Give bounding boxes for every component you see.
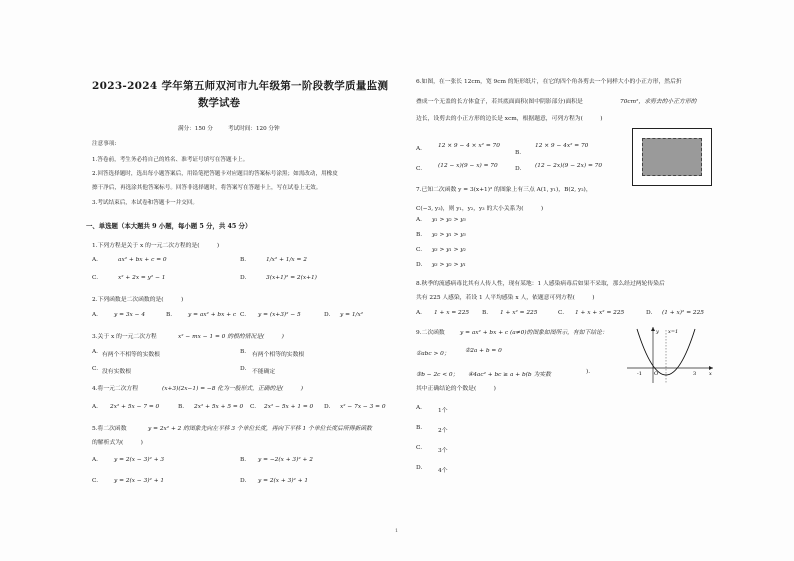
q1-option-c-label: C. [92,275,99,281]
q4-option-a: 2x² + 5x − 7 = 0 [110,404,160,410]
q5-option-c: y = 2(x − 3)² + 1 [114,478,165,484]
time-info: 考试时间：120 分钟 [228,126,280,132]
q7-option-d-label: D. [416,262,423,268]
x-axis-label: x [709,371,712,377]
q7-option-c: y₃ > y₁ > y₂ [432,247,466,253]
q7-option-a: y₁ > y₂ > y₃ [432,217,466,223]
question-3-stem-b: x² − mx − 1 = 0 的根的情况是( ) [178,334,284,340]
y-axis-arrow [651,327,655,331]
q2-option-d: y = 1/x² [340,312,364,318]
question-5-stem-b: y = 2x² + 2 的图象先向左平移 3 个单位长度，再向下平移 1 个单位长度后所得新函数 [148,426,372,432]
q8-option-c: 1 + x + x² = 225 [575,310,625,316]
q9-conclusion-4-close: ). [586,369,591,375]
question-6-stem-1: 6.如图，在一张长 12cm，宽 9cm 的矩形纸片，在它的四个角各剪去一个同样大小的小正方形，然后折 [416,79,682,85]
q2-option-a-label: A. [92,312,99,318]
q1-option-b: 1/x² + 1/x = 2 [266,257,307,263]
question-5-stem-c: 的解析式为( ) [92,440,143,446]
q3-option-b: 有两个相等的实数根 [252,352,305,358]
section-heading: 一、单选题（本大题共 9 小题，每小题 5 分，共 45 分） [86,222,252,230]
question-5-stem-a: 5.将二次函数 [92,426,127,432]
q9-option-c-label: C. [416,445,423,451]
q6-option-c: (12 − x)(9 − x) = 70 [438,163,498,169]
q2-option-c-label: C. [240,312,247,318]
q9-option-d-label: D. [416,465,423,471]
q6-paper-figure [632,128,712,186]
question-4-stem-b: (x+3)(2x−1) = −8 化为一般形式，正确的是( ) [162,386,303,392]
question-8-stem-1: 8.秋季的流感病毒比其有人传人性，现有某地：1 人感染病毒后如果不采取，那么经过两轮传染后 [416,281,665,287]
q6-option-b-label: B. [515,150,522,156]
q8-option-d-label: D. [646,310,653,316]
question-3-stem-a: 3.关于 x 的一元二次方程 [92,334,157,340]
q1-option-a: ax² + bx + c = 0 [118,257,167,263]
q9-conclusion-2: ②2a + b = 0 [465,348,502,354]
score-info: 满分：150 分 [178,126,213,132]
q1-option-b-label: B. [240,257,247,263]
q8-option-a: 1 + x = 225 [434,310,470,316]
note-item: 擦干净后，再选涂其他答案标号。回答非选择题时，将答案写在答题卡上，写在试卷上无效。 [92,185,322,191]
origin-label: O [654,371,659,377]
q5-option-b-label: B. [240,457,247,463]
exam-subtitle: 数学试卷 [198,97,240,109]
q7-option-a-label: A. [416,217,423,223]
question-1-stem: 1.下列方程是关于 x 的一元二次方程的是( ) [92,243,220,249]
q2-option-d-label: D. [324,312,331,318]
question-6-stem-2: 叠成一个无盖的长方体盒子，若其底面面积(图中阴影部分)面积是 [416,99,583,105]
q9-conclusion-3: ③b − 2c < 0； [416,372,459,378]
q5-option-d: y = 2(x + 3)² + 1 [258,478,309,484]
q1-option-a-label: A. [92,257,99,263]
y-axis-label: y [656,329,659,335]
q2-option-a: y = 3x − 4 [114,312,146,318]
question-6-stem-2b: 70cm²，求剪去的小正方形的 [620,99,697,105]
x-axis-arrow [709,366,713,370]
q3-option-d-label: D. [240,366,247,372]
q3-option-a-label: A. [92,349,99,355]
q5-option-b: y = −2(x + 3)² + 2 [258,457,313,463]
question-2-stem: 2.下列函数是二次函数的是( ) [92,297,184,303]
q9-parabola-graph [625,325,717,385]
q6-option-c-label: C. [416,166,423,172]
q3-option-d: 不能确定 [252,369,276,375]
notes-heading: 注意事项: [92,141,117,147]
q6-option-d-label: D. [515,166,522,172]
note-item: 3.考试结束后，本试卷和答题卡一并交回。 [92,200,199,206]
q1-option-d-label: D. [240,275,247,281]
q6-shaded-base [642,138,702,176]
q7-option-d: y₃ > y₂ > y₁ [432,262,466,268]
q4-option-c: 2x² − 5x + 1 = 0 [264,404,314,410]
q3-option-c-label: C. [92,366,99,372]
q3-option-a: 有两个不相等的实数根 [102,352,160,358]
q6-option-d: (12 − 2x)(9 − 2x) = 70 [535,163,603,169]
q4-option-b-label: B. [178,404,185,410]
q7-option-b: y₂ > y₁ > y₃ [432,232,466,238]
q8-option-b-label: B. [482,310,489,316]
note-item: 2.回答选择题时，选出每小题答案后，用铅笔把答题卡对应题目的答案标号涂黑；如需改动，用橡皮 [92,171,338,177]
q6-option-a-label: A. [416,146,423,152]
q8-option-a-label: A. [416,310,423,316]
q9-option-c: 3个 [438,448,448,454]
question-9-tail: 其中正确结论的个数是( ) [416,386,496,392]
q9-option-d: 4个 [438,468,448,474]
q7-option-c-label: C. [416,247,423,253]
question-9-stem-a: 9.二次函数 [416,330,445,336]
q9-option-b: 2个 [438,428,448,434]
q5-option-d-label: D. [240,478,247,484]
q3-option-b-label: B. [240,349,247,355]
question-4-stem-a: 4.将一元二次方程 [92,386,139,392]
q4-option-b: 2x² + 5x + 5 = 0 [194,404,244,410]
question-7-stem-1: 7.已知二次函数 y = 3(x+1)² 的图象上有三点 A(1, y₁)，B(2, y₂)， [416,187,592,193]
q8-option-c-label: C. [558,310,565,316]
q9-conclusion-1: ①abc > 0； [416,351,450,357]
q9-conclusion-4: ④4ac² + bc ≥ a + b(b 为实数 [468,372,551,378]
q6-option-b: 12 × 9 − 4x² = 70 [535,143,589,149]
q6-option-a: 12 × 9 − 4 × x² = 70 [438,143,500,149]
question-8-stem-2: 共有 225 人感染，若设 1 人平均感染 x 人，依题意可列方程( ) [416,295,595,301]
q5-option-c-label: C. [92,478,99,484]
q2-option-b: y = ax² + bx + c [188,312,237,318]
q1-option-c: x² + 2x = y² − 1 [118,275,166,281]
q4-option-c-label: C. [250,404,257,410]
q9-option-a-label: A. [416,405,423,411]
exam-title: 2023-2024 学年第五师双河市九年级第一阶段教学质量监测 [92,80,389,92]
note-item: 1.答卷前，考生务必将自己的姓名、准考证号填写在答题卡上。 [92,157,249,163]
q5-option-a: y = 2(x − 3)² + 3 [114,457,165,463]
page-number: 1 [395,528,399,534]
q8-option-d: (1 + x)² = 225 [662,310,704,316]
tick-neg1: -1 [637,371,642,377]
q7-option-b-label: B. [416,232,423,238]
q4-option-d: x² − 7x − 3 = 0 [340,404,386,410]
q5-option-a-label: A. [92,457,99,463]
q1-option-d: 3(x+1)² = 2(x+1) [266,275,317,281]
question-9-stem-b: y = ax² + bx + c (a≠0)的图象如图所示，有如下结论： [460,330,608,336]
q4-option-a-label: A. [92,404,99,410]
question-6-stem-3: 边长，设剪去的小正方形的边长是 xcm，根据题意，可列方程为( ) [416,116,603,122]
q9-option-b-label: B. [416,425,423,431]
question-7-stem-2: C(−3, y₃)，则 y₁，y₂，y₃ 的大小关系为( ) [416,206,544,212]
q2-option-b-label: B. [166,312,173,318]
symmetry-axis-label: x=1 [668,329,679,335]
q4-option-d-label: D. [324,404,331,410]
q2-option-c: y = (x+3)² − 5 [258,312,301,318]
q8-option-b: 1 + x² = 225 [500,310,538,316]
tick-3: 3 [693,371,697,377]
q9-option-a: 1个 [438,408,448,414]
q3-option-c: 没有实数根 [102,369,131,375]
